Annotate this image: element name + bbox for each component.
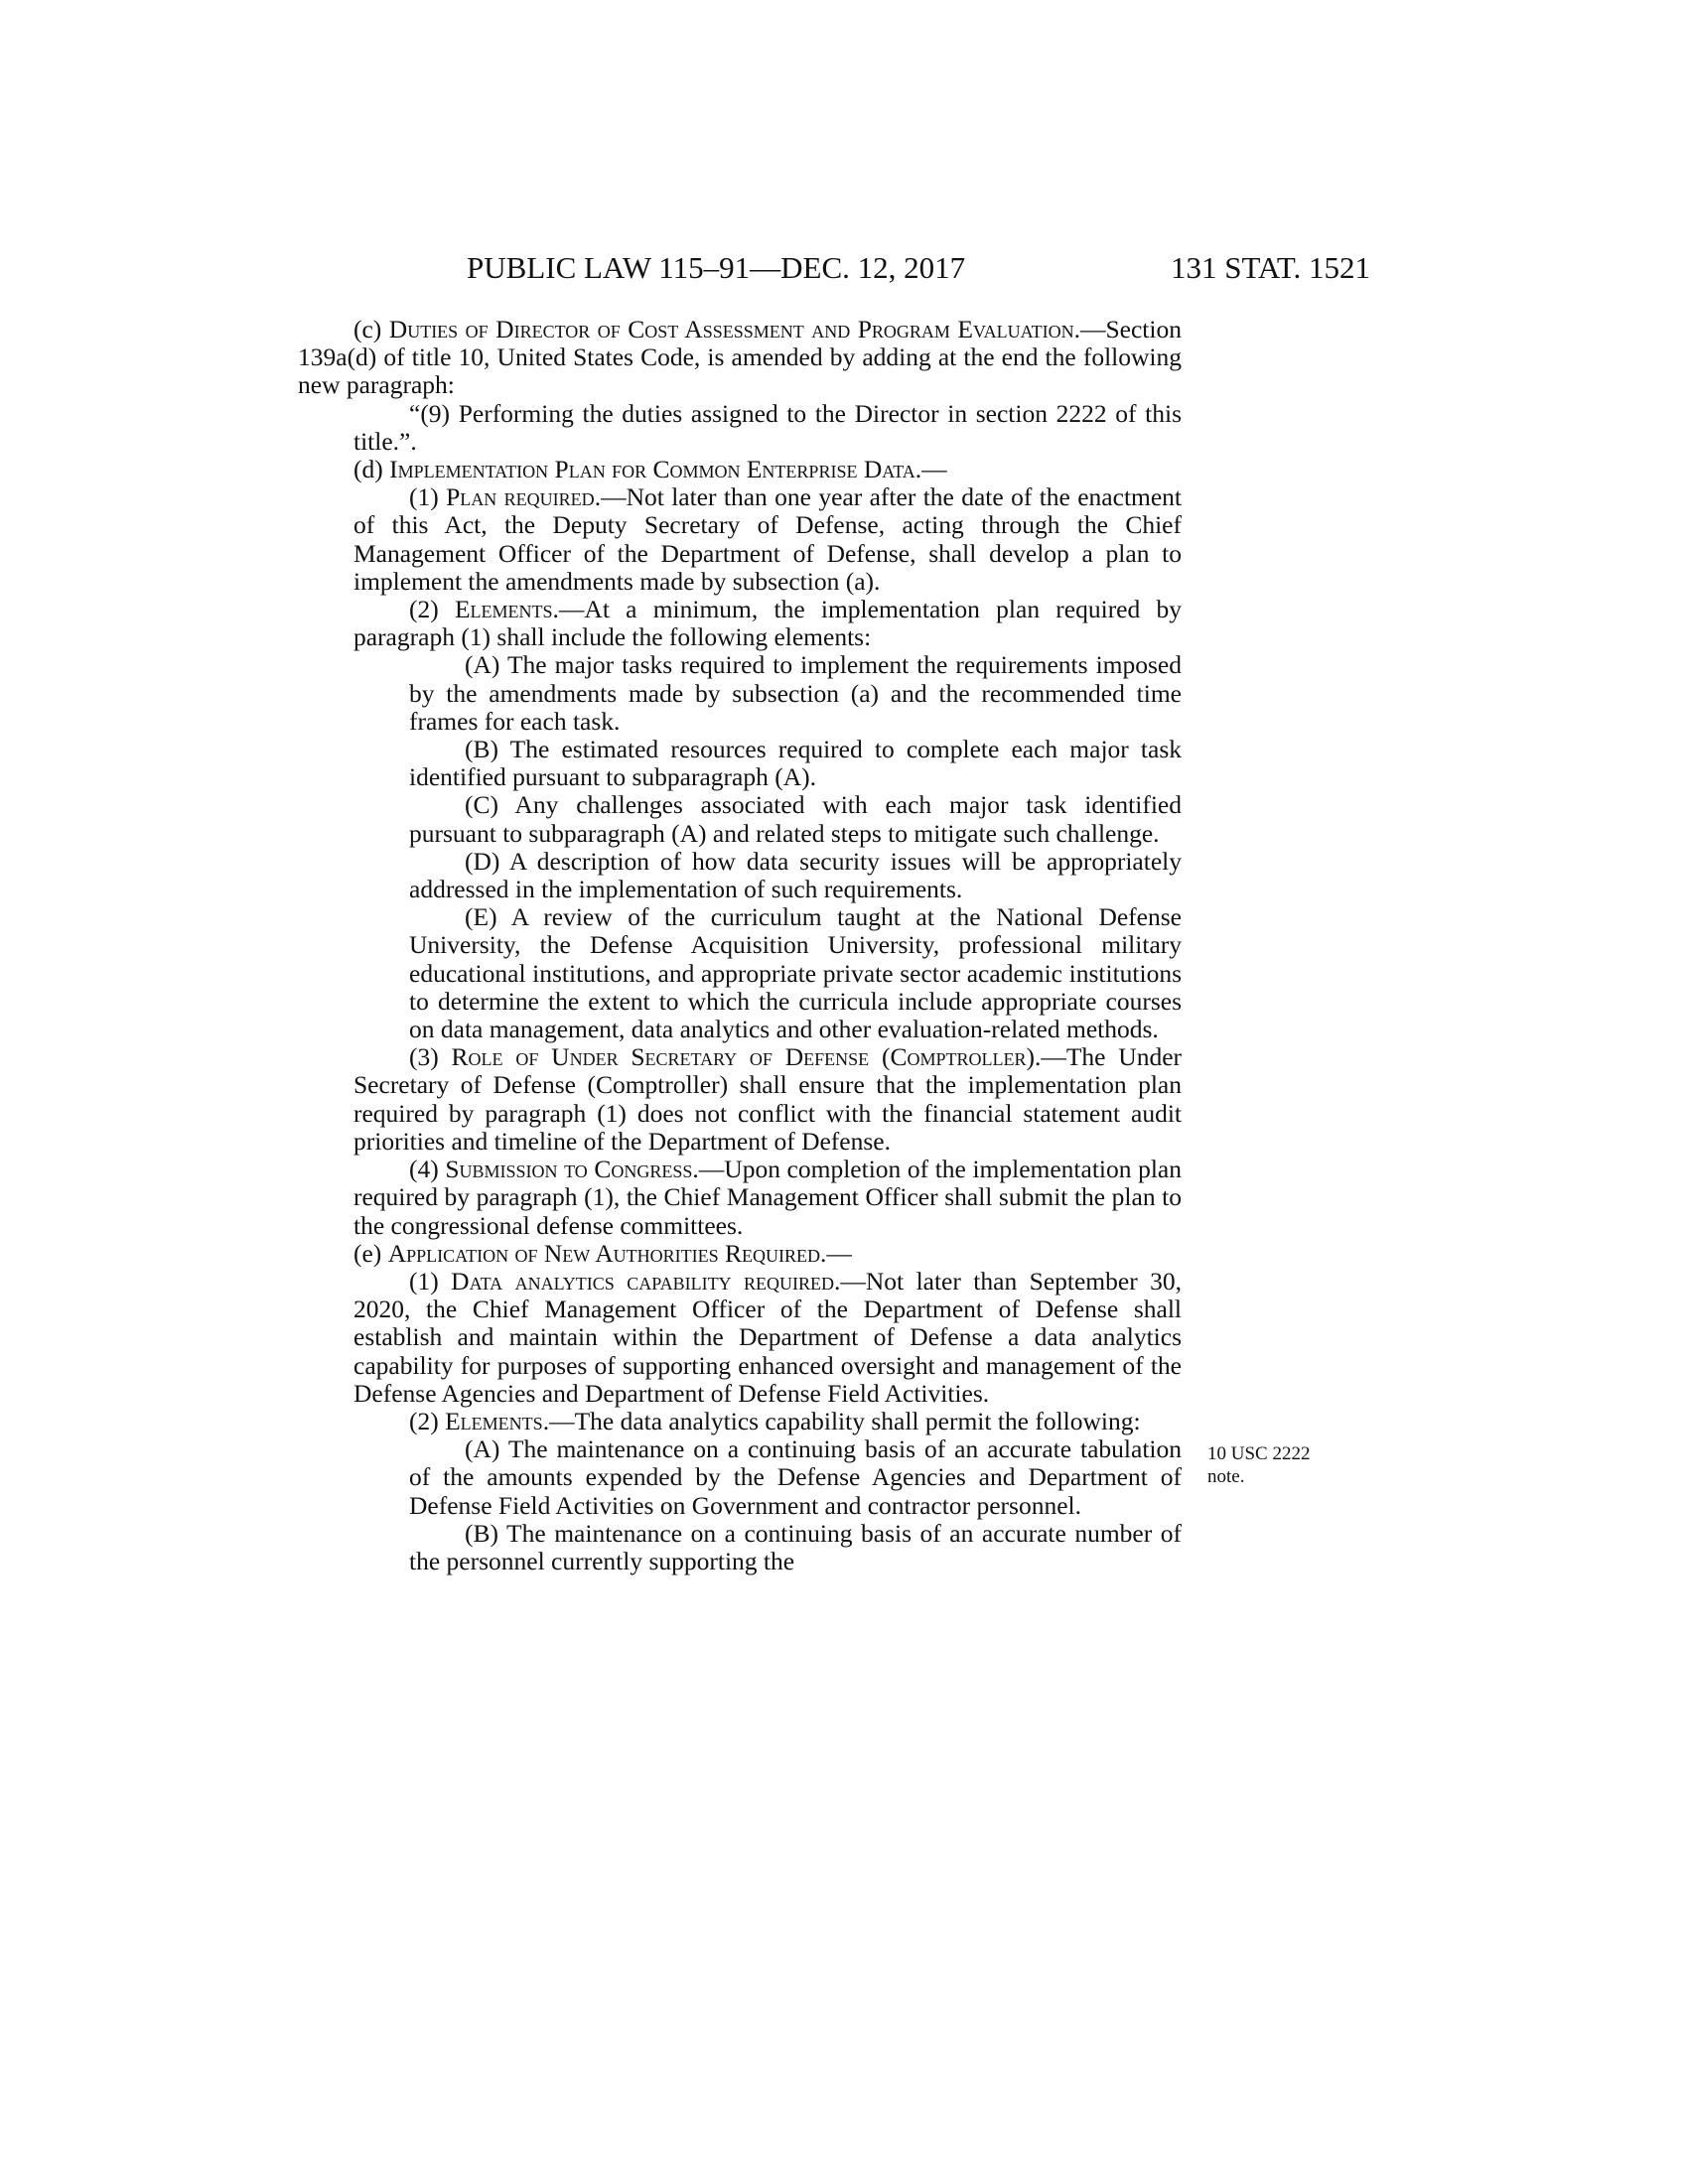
subparagraph-d2-b: (B) The estimated resources required to complete each major task identified pursuant to subparagraph (A). bbox=[409, 735, 1182, 792]
paragraph-heading: Elements bbox=[445, 1406, 543, 1435]
subsection-heading: Duties of Director of Cost Assessment and Program Evaluation bbox=[388, 315, 1074, 343]
subparagraph-e2-b: (B) The maintenance on a continuing basis of an accurate number of the personnel currently supporting the bbox=[409, 1518, 1182, 1575]
subsection-d: (d) Implementation Plan for Common Enterprise Data.— bbox=[353, 455, 947, 484]
paragraph-heading: Submission to Congress bbox=[445, 1155, 693, 1184]
statute-page-number: 131 STAT. 1521 bbox=[1170, 250, 1370, 285]
subparagraph-d2-d: (D) A description of how data security issues will be appropriately addressed in the implementation of such requirements. bbox=[409, 846, 1182, 904]
paragraph-e2: (2) Elements.—The data analytics capability shall permit the following: bbox=[409, 1406, 1141, 1435]
margin-note-citation: 10 USC 2222 bbox=[1207, 1443, 1311, 1464]
paragraph-heading: Elements bbox=[454, 595, 553, 624]
paragraph-heading: Data analytics capability required bbox=[451, 1266, 834, 1296]
paragraph-e1: (1) Data analytics capability required.—Not later than September 30, 2020, the Chief Management Officer of the Department of Defense shall establish and maintain within the Department of Defense a data analytics capability for purposes of supporting enhanced oversight and management of the Defense Agencies and Department of Defense Field Activities. bbox=[353, 1266, 1182, 1408]
margin-note bbox=[1207, 1442, 1327, 1488]
paragraph-heading: Plan required bbox=[446, 482, 595, 512]
margin-note-suffix: note. bbox=[1207, 1466, 1245, 1487]
public-law-title: PUBLIC LAW 115–91—DEC. 12, 2017 bbox=[467, 250, 966, 285]
subparagraph-d2-e: (E) A review of the curriculum taught at the National Defense University, the Defense Acquisition University, professional military educational institutions, and appropriate private sector academic institutions to determine the extent to which the curricula include appropriate courses on data management, data analytics and other evaluation-related methods. bbox=[409, 902, 1182, 1044]
paragraph-d4: (4) Submission to Congress.—Upon completion of the implementation plan required by paragraph (1), the Chief Management Officer shall submit the plan to the congressional defense committees. bbox=[353, 1155, 1182, 1240]
quoted-paragraph: “(9) Performing the duties assigned to the Director in section 2222 of this title.”. bbox=[353, 398, 1182, 456]
subparagraph-d2-a: (A) The major tasks required to implement the requirements imposed by the amendments made by subsection (a) and the recommended time frames for each task. bbox=[409, 650, 1182, 736]
paragraph-heading: Role of Under Secretary of Defense (Comptroller) bbox=[451, 1042, 1035, 1072]
paragraph-d1: (1) Plan required.—Not later than one year after the date of the enactment of this Act, the Deputy Secretary of Defense, acting through the Chief Management Officer of the Department of Defense, shall develop a plan to implement the amendments made by subsection (a). bbox=[353, 482, 1183, 596]
subparagraph-d2-c: (C) Any challenges associated with each major task identified pursuant to subparagraph (A) and related steps to mitigate such challenge. bbox=[409, 790, 1182, 848]
paragraph-d3: (3) Role of Under Secretary of Defense (Comptroller).—The Under Secretary of Defense (Comptroller) shall ensure that the implementation plan required by paragraph (1) does not conflict with the financial statement audit priorities and timeline of the Department of Defense. bbox=[353, 1042, 1182, 1156]
subsection-e: (e) Application of New Authorities Required.— bbox=[353, 1238, 852, 1268]
paragraph-d2: (2) Elements.—At a minimum, the implementation plan required by paragraph (1) shall include the following elements: bbox=[353, 595, 1182, 652]
subsection-heading: Implementation Plan for Common Enterprise Data bbox=[389, 455, 915, 484]
subsection-c: (c) Duties of Director of Cost Assessment and Program Evaluation.—Section 139a(d) of title 10, United States Code, is amended by adding at the end the following new paragraph: bbox=[298, 315, 1182, 400]
subsection-heading: Application of New Authorities Required bbox=[387, 1238, 821, 1268]
subparagraph-e2-a: (A) The maintenance on a continuing basis of an accurate tabulation of the amounts expended by the Defense Agencies and Department of Defense Field Activities on Government and contractor personnel. bbox=[409, 1434, 1182, 1520]
running-head bbox=[0, 250, 1688, 290]
law-body-text bbox=[298, 316, 1182, 1575]
